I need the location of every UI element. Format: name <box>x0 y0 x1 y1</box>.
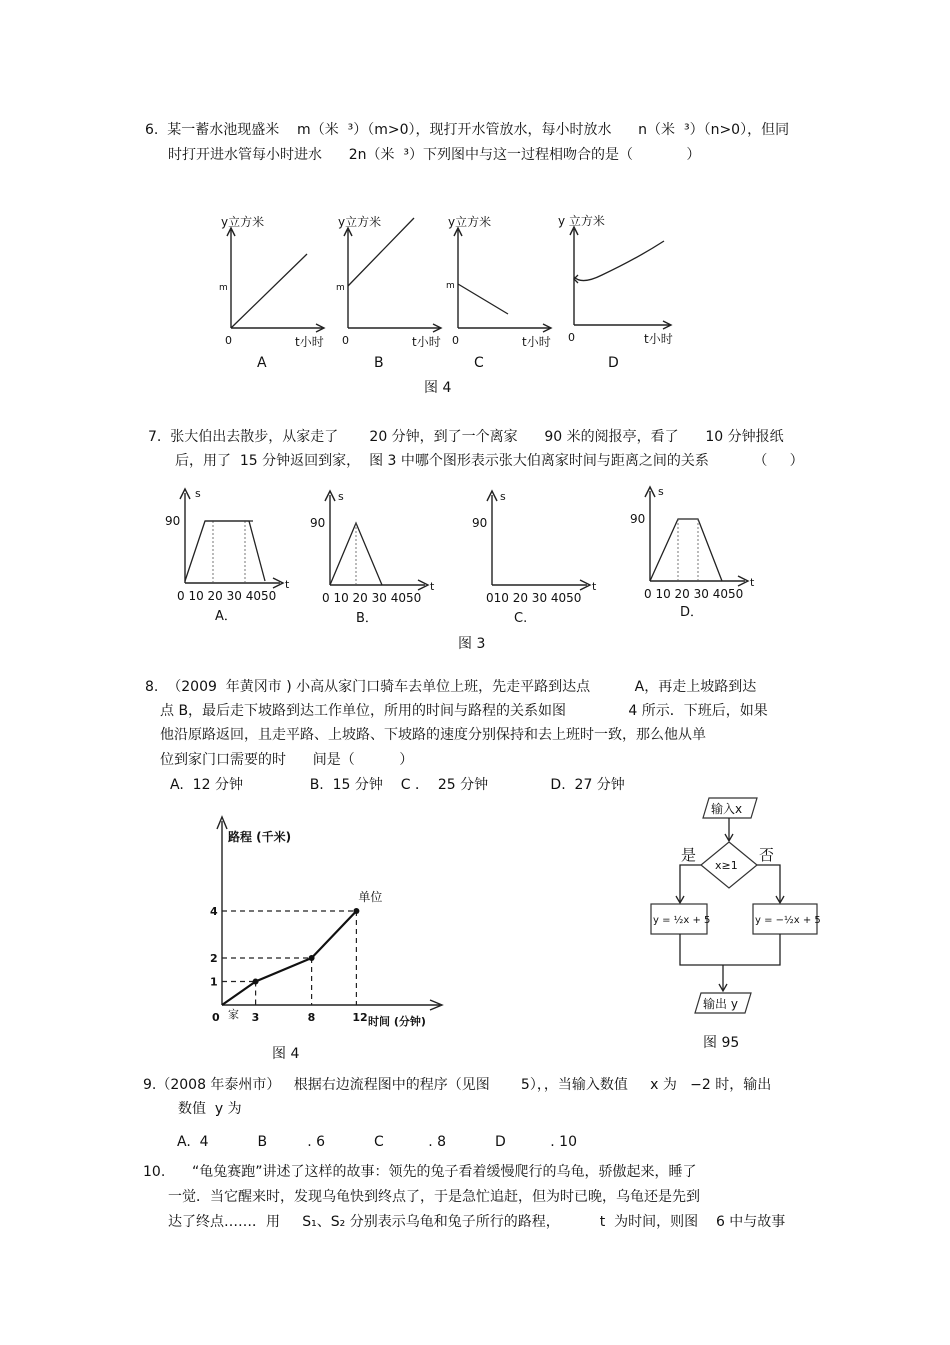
x-axis-label: t小时 <box>295 335 324 349</box>
flowchart <box>645 790 825 1030</box>
origin-label: 0 <box>452 334 459 347</box>
y-tick-90: 90 <box>165 514 181 528</box>
option-letter: A． <box>215 609 237 624</box>
x-tick-label: 12 <box>352 1011 368 1024</box>
q10-line-1: 10. “龟兔赛跑”讲述了这样的故事：领先的兔子看着缓慢爬行的乌龟，骄傲起来，睡了 <box>143 1164 697 1180</box>
q9-line-2: 数值 y 为 <box>178 1101 242 1117</box>
output-label: 输出 y <box>703 997 738 1011</box>
q6-line-1: 6. 某一蓄水池现盛米 m（米 ³）（m>0），现打开水管放水，每小时放水 n（米 ³）（n>0），但同 <box>145 122 790 138</box>
option-letter: C. <box>514 611 528 626</box>
x-axis-label: t小时 <box>412 335 441 349</box>
option-letter: B． <box>356 611 378 626</box>
q6-graph-c <box>442 210 557 370</box>
y-axis-label: s <box>195 487 201 500</box>
q10-line-2: 一觉．当它醒来时，发现乌龟快到终点了，于是急忙追赶，但为时已晚，乌龟还是先到 <box>168 1189 700 1205</box>
x-tick-label: 0 <box>212 1011 220 1024</box>
y-tick-label: 4 <box>210 905 218 918</box>
y-axis-label: 路程 (千米) <box>228 830 292 844</box>
x-axis-label: t <box>592 580 597 593</box>
x-ticks: 010 20 30 4050 <box>486 591 582 605</box>
q8-figure-caption: 图 4 <box>272 1046 300 1062</box>
x-ticks: 0 10 20 30 4050 <box>322 591 422 605</box>
option-letter: B <box>374 355 384 371</box>
q9-line-1: 9.（2008 年泰州市） 根据右边流程图中的程序（见图 5），，当输入数值 x 为 −2 时，输出 <box>143 1077 772 1093</box>
y-axis-label: y 立方米 <box>558 214 605 228</box>
q8-line-4: 位到家门口需要的时 间是（ ） <box>160 752 414 768</box>
y-tick-90: 90 <box>630 512 646 526</box>
q9-options: A. 4 B . 6 C . 8 D . 10 <box>177 1134 577 1150</box>
x-axis-label: t小时 <box>522 335 551 349</box>
yes-label: 是 <box>681 846 697 864</box>
q7-line-1: 7. 张大伯出去散步，从家走了 20 分钟，到了一个离家 90 米的阅报亭，看了 10 分钟报纸 <box>148 429 784 445</box>
y-tick-90: 90 <box>472 516 488 530</box>
q8-line-3: 他沿原路返回，且走平路、上坡路、下坡路的速度分别保持和去上班时一致，那么他从单 <box>160 727 706 743</box>
condition-label: x≥1 <box>715 859 738 872</box>
origin-label: 0 <box>225 334 232 347</box>
left-formula: y = ½x + 5 <box>653 915 711 926</box>
option-letter: A <box>257 355 267 371</box>
y-axis-label: y立方米 <box>221 215 265 229</box>
x-tick-label: 8 <box>307 1011 316 1024</box>
y-tick-label: 1 <box>210 975 218 989</box>
q6-line-2: 时打开进水管每小时进水 2n（米 ³）下列图中与这一过程相吻合的是（ ） <box>168 147 701 163</box>
origin-home-label: 家 <box>228 1008 239 1021</box>
q7-figure-caption: 图 3 <box>458 636 486 652</box>
flowchart-caption: 图 95 <box>703 1035 740 1051</box>
x-axis-label: 时间 (分钟) <box>368 1015 426 1028</box>
route-point <box>353 908 359 914</box>
route-point <box>253 979 259 985</box>
y-tick-label: 2 <box>210 952 218 965</box>
m-mark: m <box>336 283 345 293</box>
input-label: 输入x <box>711 802 743 816</box>
q6-graph-a <box>215 210 325 370</box>
x-axis-label: t <box>750 576 755 589</box>
y-axis-label: s <box>500 490 506 503</box>
route-chart <box>200 815 450 1035</box>
end-label: 单位 <box>358 890 383 904</box>
option-letter: D <box>608 355 619 371</box>
y-axis-label: s <box>338 490 344 503</box>
y-axis-label: y立方米 <box>338 215 382 229</box>
y-axis-label: s <box>658 485 664 498</box>
q7-graph-b <box>310 485 440 625</box>
q8-line-1: 8. （2009 年黄冈市 ) 小高从家门口骑车去单位上班，先走平路到达点 A，再走上坡路到达 <box>145 679 757 695</box>
x-ticks: 0 10 20 30 4050 <box>644 587 744 601</box>
q6-graph-b <box>332 210 442 370</box>
option-letter: C <box>474 355 484 371</box>
q10-line-3: 达了终点……．用 S₁、S₂ 分别表示乌龟和兔子所行的路程， t 为时间，则图 6 中与故事 <box>168 1214 786 1230</box>
option-letter: D． <box>680 605 704 620</box>
no-label: 否 <box>759 846 775 864</box>
q8-options: A. 12 分钟 B. 15 分钟 C ． 25 分钟 D. 27 分钟 <box>170 777 625 793</box>
x-axis-label: t小时 <box>644 332 673 346</box>
q6-graph-d <box>558 205 678 370</box>
q7-line-2: 后，用了 15 分钟返回到家， 图 3 中哪个图形表示张大伯离家时间与距离之间的关系 （ ） <box>175 453 804 469</box>
route-point <box>309 955 315 961</box>
origin-label: 0 <box>568 331 575 344</box>
q7-graph-c <box>472 485 602 630</box>
y-axis-label: y立方米 <box>448 215 492 229</box>
q6-figure-caption: 图 4 <box>424 380 452 396</box>
m-mark: m <box>219 283 228 293</box>
q7-graph-d <box>630 483 760 623</box>
x-ticks: 0 10 20 30 4050 <box>177 589 277 603</box>
x-tick-label: 3 <box>251 1011 260 1024</box>
q7-graph-a <box>165 485 295 625</box>
right-formula: y = −½x + 5 <box>755 915 821 926</box>
q8-line-2: 点 B，最后走下坡路到达工作单位，所用的时间与路程的关系如图 4 所示．下班后，如果 <box>160 703 768 719</box>
x-axis-label: t <box>285 578 290 591</box>
y-tick-90: 90 <box>310 516 326 530</box>
m-mark: m <box>446 281 455 291</box>
x-axis-label: t <box>430 580 435 593</box>
origin-label: 0 <box>342 334 349 347</box>
